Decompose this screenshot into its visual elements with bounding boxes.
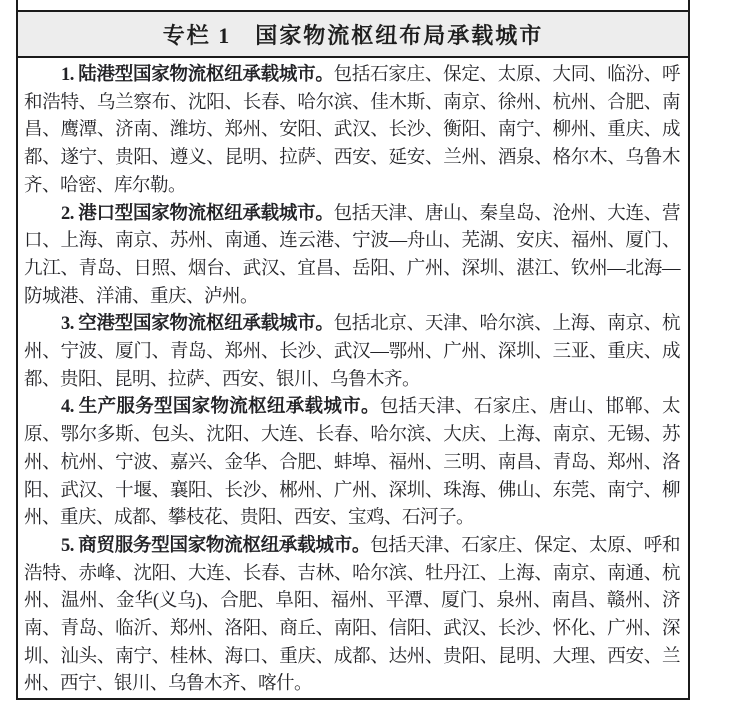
section-city-list: 包括天津、石家庄、唐山、邯郸、太原、鄂尔多斯、包头、沈阳、大连、长春、哈尔滨、大庆、上海、南京、无锡、苏州、杭州、宁波、嘉兴、金华、合肥、蚌埠、福州、三明、南昌、青岛、郑州、洛阳、武汉、十堰、襄阳、长沙、郴州、广州、深圳、珠海、佛山、东莞、南宁、柳州、重庆、成都、攀枝花、贵阳、西安、宝鸡、石河子。 xyxy=(24,397,680,529)
section-city-list: 包括石家庄、保定、太原、大同、临汾、呼和浩特、乌兰察布、沈阳、长春、哈尔滨、佳木斯、南京、徐州、杭州、合肥、南昌、鹰潭、济南、潍坊、郑州、安阳、武汉、长沙、衡阳、南宁、柳州、重庆、成都、遂宁、贵阳、遵义、昆明、拉萨、西安、延安、兰州、酒泉、格尔木、乌鲁木齐、哈密、库尔勒。 xyxy=(24,65,680,196)
section-heading: 1. 陆港型国家物流枢纽承载城市。 xyxy=(61,65,334,85)
section-heading: 3. 空港型国家物流枢纽承载城市。 xyxy=(61,314,334,335)
section-heading: 4. 生产服务型国家物流枢纽承载城市。 xyxy=(61,397,380,418)
section-city-list: 包括天津、石家庄、保定、太原、呼和浩特、赤峰、沈阳、大连、长春、吉林、哈尔滨、牡丹江、上海、南京、南通、杭州、温州、金华(义乌)、合肥、阜阳、福州、平潭、厦门、泉州、南昌、赣州、济南、青岛、临沂、郑州、洛阳、商丘、南阳、信阳、武汉、长沙、怀化、广州、深圳、汕头、南宁、桂林、海口、重庆、成都、达州、贵阳、昆明、大理、西安、兰州、西宁、银川、乌鲁木齐、喀什。 xyxy=(24,535,680,695)
callout-box-title-bar xyxy=(18,12,688,58)
section-paragraph-trade-service xyxy=(24,533,680,698)
section-city-list: 包括天津、唐山、秦皇岛、沧州、大连、营口、上海、南京、苏州、南通、连云港、宁波—舟山、芜湖、安庆、福州、厦门、九江、青岛、日照、烟台、武汉、宜昌、岳阳、广州、深圳、湛江、钦州—北海—防城港、洋浦、重庆、泸州。 xyxy=(24,203,680,307)
section-heading: 5. 商贸服务型国家物流枢纽承载城市。 xyxy=(61,535,371,556)
section-city-list: 包括北京、天津、哈尔滨、上海、南京、杭州、宁波、厦门、青岛、郑州、长沙、武汉—鄂州、广州、深圳、三亚、重庆、成都、贵阳、昆明、拉萨、西安、银川、乌鲁木齐。 xyxy=(24,314,680,390)
section-paragraph-sea-port xyxy=(24,201,680,312)
section-paragraph-land-port xyxy=(24,62,680,201)
section-heading: 2. 港口型国家物流枢纽承载城市。 xyxy=(61,203,334,224)
section-paragraph-production-service xyxy=(24,394,680,533)
callout-box xyxy=(16,10,690,700)
callout-box-title: 专栏 1 国家物流枢纽布局承载城市 xyxy=(162,22,544,48)
section-paragraph-air-port xyxy=(24,311,680,394)
callout-box-body xyxy=(18,58,688,698)
